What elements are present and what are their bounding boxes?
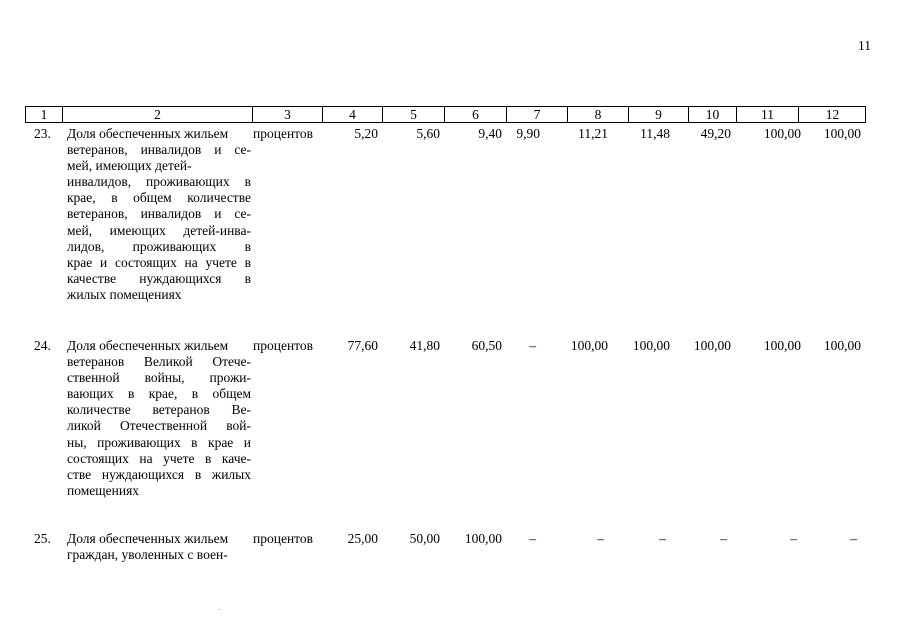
header-cell: 6	[444, 107, 506, 122]
description-line: крае и состоящих на учете в	[67, 254, 251, 270]
row-number: 24.	[34, 338, 51, 353]
header-cell: 11	[736, 107, 798, 122]
description-line: крае, в общем количестве	[67, 190, 251, 206]
table-header	[25, 106, 866, 123]
value-cell: –	[597, 531, 604, 546]
value-cell: –	[790, 531, 797, 546]
value-cell: 77,60	[347, 338, 378, 353]
value-cell: 41,80	[409, 338, 440, 353]
description-line: Доля обеспеченных жильем	[67, 531, 229, 546]
header-cell: 9	[628, 107, 688, 122]
value-cell: –	[720, 531, 727, 546]
description-line: мей, имеющих детей-	[67, 158, 192, 174]
description-line: ветеранов Великой Отече-	[67, 354, 251, 370]
header-cell: 4	[322, 107, 382, 122]
value-cell: 100,00	[823, 338, 861, 353]
value-cell: –	[659, 531, 666, 546]
description-line: стве нуждающихся в жилых	[67, 466, 251, 482]
value-cell: 60,50	[471, 338, 502, 353]
description-line: Доля обеспеченных жильем	[67, 338, 229, 353]
description-line: жилых помещениях	[67, 286, 182, 302]
value-cell: –	[529, 531, 536, 546]
row-number: 23.	[34, 126, 51, 141]
description-line: ветеранов, инвалидов и се-	[67, 206, 251, 222]
header-cell: 3	[252, 107, 322, 122]
value-cell: 100,00	[632, 338, 670, 353]
description-line: ликой Отечественной вой-	[67, 418, 251, 434]
value-cell: 100,00	[693, 338, 731, 353]
description-line: ны, проживающих в крае и	[67, 434, 251, 450]
unit-label: процентов	[253, 338, 314, 353]
value-cell: 50,00	[409, 531, 440, 546]
value-cell: –	[850, 531, 857, 546]
unit-label: процентов	[253, 531, 314, 546]
description-line: вающих в крае, в общем	[67, 386, 251, 402]
description-line: количестве ветеранов Ве-	[67, 402, 251, 418]
value-cell: 100,00	[763, 126, 801, 141]
header-cell: 1	[40, 107, 48, 122]
description-line: ветеранов, инвалидов и се-	[67, 142, 251, 158]
header-cell: 12	[798, 107, 866, 122]
value-cell: 5,20	[354, 126, 378, 141]
value-cell: 100,00	[464, 531, 502, 546]
header-cell: 10	[688, 107, 736, 122]
description-line: лидов, проживающих в	[67, 238, 251, 254]
description-line: ственной войны, прожи-	[67, 370, 251, 386]
description-line: состоящих на учете в каче-	[67, 450, 251, 466]
indicator-description	[67, 531, 251, 563]
description-line: помещениях	[67, 482, 140, 498]
indicator-description	[67, 338, 251, 499]
value-cell: 9,40	[478, 126, 502, 141]
value-cell: 25,00	[347, 531, 378, 546]
description-line: граждан, уволенных с воен-	[67, 547, 228, 563]
description-line: качестве нуждающихся в	[67, 270, 251, 286]
description-line: инвалидов, проживающих в	[67, 174, 251, 190]
description-line: мей, имеющих детей-инва-	[67, 222, 251, 238]
value-cell: 49,20	[700, 126, 731, 141]
header-cell: 2	[62, 107, 252, 122]
unit-label: процентов	[253, 126, 314, 141]
value-cell: –	[529, 338, 536, 353]
header-cell: 5	[382, 107, 444, 122]
header-cell: 8	[567, 107, 628, 122]
value-cell: 11,48	[640, 126, 670, 141]
value-cell: 5,60	[416, 126, 440, 141]
value-cell: 11,21	[578, 126, 608, 141]
value-cell: 9,90	[516, 126, 540, 141]
page-number: 11	[858, 38, 871, 53]
description-line: Доля обеспеченных жильем	[67, 126, 229, 141]
scan-dot	[219, 609, 220, 610]
row-number: 25.	[34, 531, 51, 546]
value-cell: 100,00	[570, 338, 608, 353]
header-cell: 7	[506, 107, 567, 122]
value-cell: 100,00	[823, 126, 861, 141]
value-cell: 100,00	[763, 338, 801, 353]
indicator-description	[67, 126, 251, 303]
